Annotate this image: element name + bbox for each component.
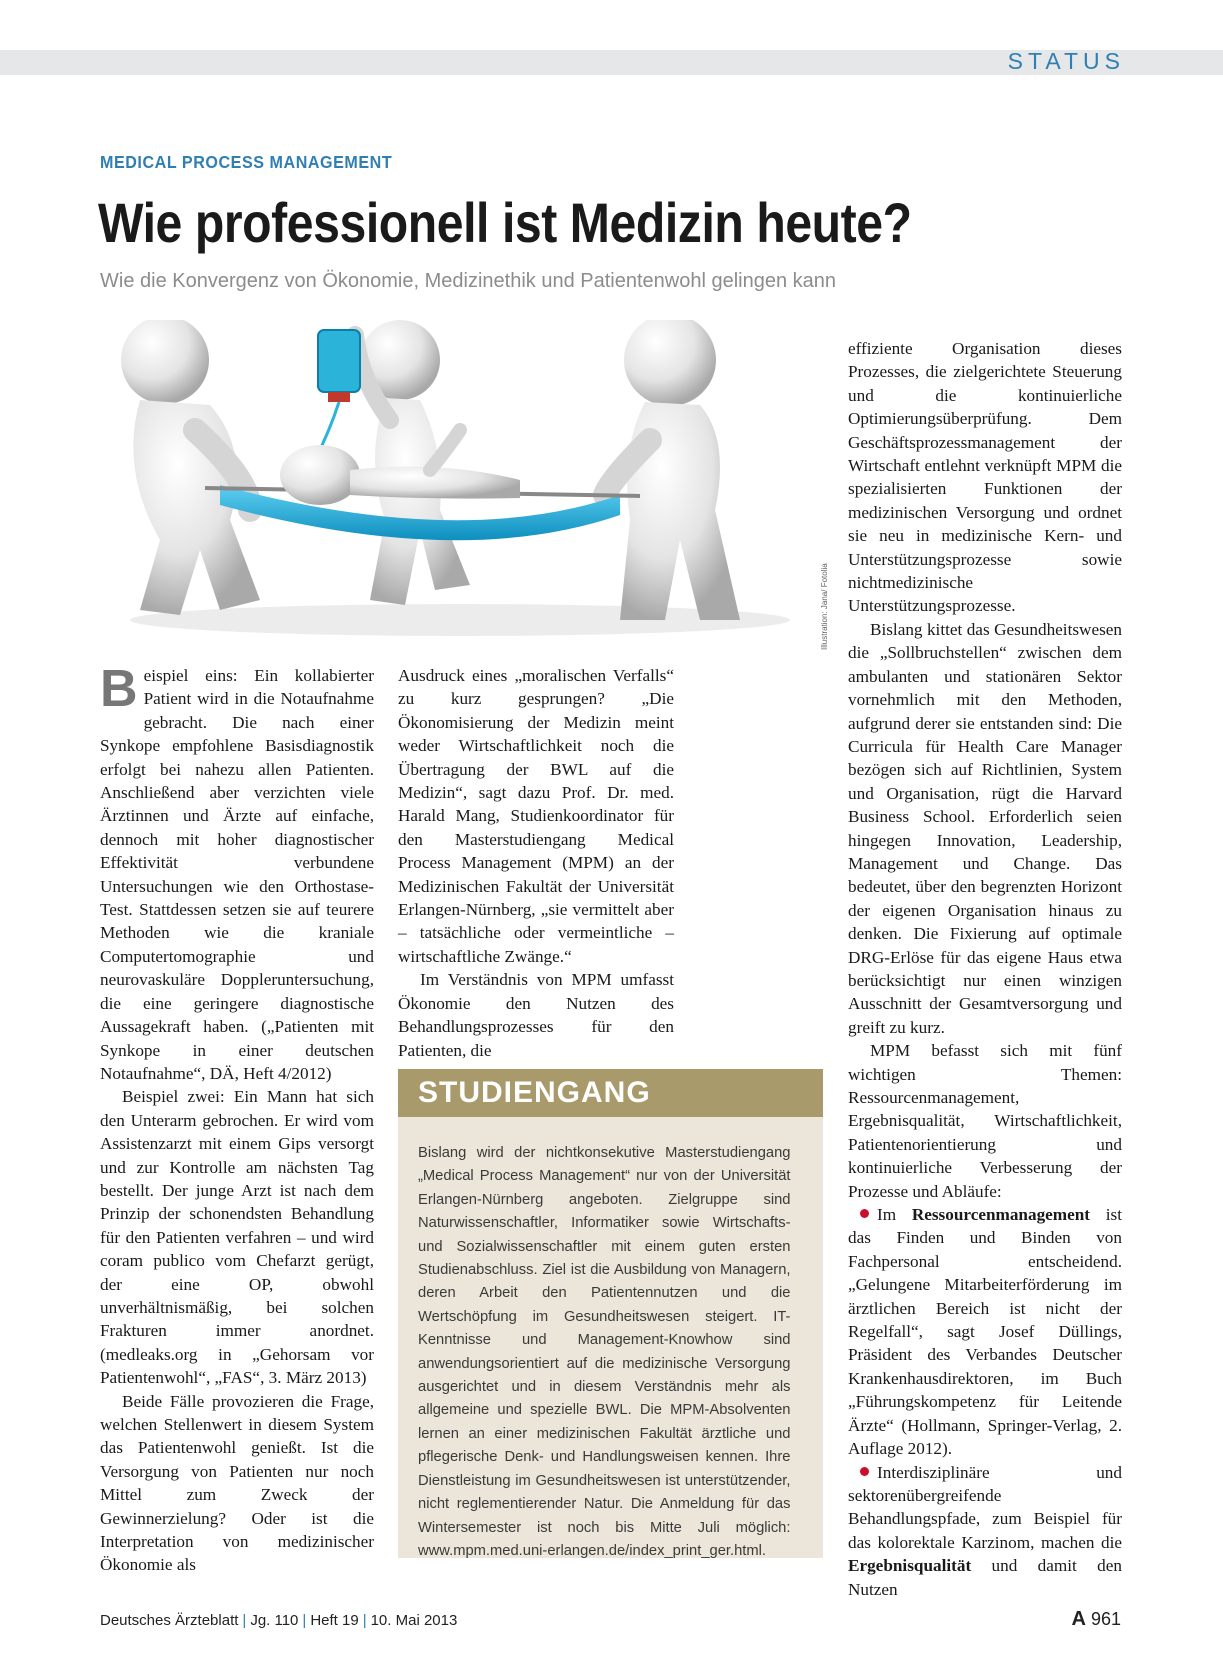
article-kicker: MEDICAL PROCESS MANAGEMENT — [100, 152, 393, 172]
page-number — [1071, 1608, 1121, 1631]
bullet-item — [848, 1203, 1122, 1460]
issue: Heft 19 — [310, 1612, 359, 1629]
article-title: Wie professionell ist Medizin heute? — [98, 191, 912, 254]
journal-name: Deutsches Ärzteblatt — [100, 1612, 239, 1629]
column-1 — [100, 660, 374, 1577]
bullet-bold: Ressourcenmanagement — [911, 1205, 1091, 1225]
paragraph: Beispiel zwei: Ein Mann hat sich den Unterarm gebrochen. Er wird vom Assistenzarzt mit einem Gips versorgt und zur Kontrolle am nächsten Tag bestellt. Der junge Arzt ist nach dem Prinzip der schonendsten Behandlung für den Patienten verfahren – und wird coram publico vom Chefarzt gerügt, der eine OP, obwohl unverhältnismäßig, bei solchen Frakturen immer anordnet. (medleaks.org in „Gehorsam vor Patientenwohl“, „FAS“, 3. März 2013) — [100, 1087, 374, 1388]
middle-figure — [355, 320, 470, 605]
stretcher-illustration — [100, 320, 820, 650]
drop-cap: B — [100, 660, 138, 718]
column-2 — [398, 664, 674, 1062]
bullet-text: Interdisziplinäre und sektorenübergreifende Behandlungspfade, zum Beispiel für das kolorektale Karzinom, machen die — [848, 1462, 1122, 1552]
info-box — [398, 1069, 823, 1558]
iv-bag — [315, 330, 360, 460]
page-number-value: 961 — [1090, 1609, 1121, 1629]
column-3 — [848, 337, 1122, 1601]
bullet-text: und damit den Nutzen — [848, 1556, 1122, 1599]
left-figure — [121, 320, 260, 615]
paragraph: effiziente Organisation dieses Prozesses, die zielgerichtete Steuerung und die kontinuierliche Optimierungsüberprüfung. Dem Geschäftsprozessmanagement der Wirtschaft entlehnt verknüpft MPM die spezialisierten Funktionen der medizinischen Versorgung und ordnet sie neu in medizinische Kern- und Unterstützungsprozesse sowie nichtmedizinische Unterstützungsprozesse. — [848, 339, 1122, 616]
paragraph: Bislang kittet das Gesundheitswesen die „Sollbruchstellen“ zwischen dem ambulanten und stationären Sektor vornehmlich mit den Methoden, aufgrund derer sie entstanden sind: Die Curricula für Health Care Manager bezögen sich auf Richtlinien, System und Organisation, rügt die Harvard Business School. Erforderlich seien hingegen Innovation, Leadership, Management und Change. Das bedeutet, über den begrenzten Horizont der eigenen Organisation hinaus zu denken. Die Fixierung auf optimale DRG-Erlöse für das eigene Haus etwa berücksichtigt nur einen winzigen Ausschnitt der Gesamtversorgung und greift zu kurz. — [848, 619, 1122, 1037]
right-figure — [605, 320, 740, 620]
paragraph — [100, 660, 374, 1085]
page-prefix: A — [1071, 1608, 1086, 1630]
section-label: STATUS — [1007, 48, 1125, 74]
paragraph: MPM befasst sich mit fünf wichtigen Themen: Ressourcenmanagement, Ergebnisqualität, Wirtschaftlichkeit, Patientenorientierung und kontinuierliche Verbesserung der Prozesse und Abläufe: — [848, 1041, 1122, 1201]
bullet-text: Im — [877, 1205, 912, 1225]
bullet-icon — [860, 1209, 869, 1218]
volume: Jg. 110 — [250, 1612, 299, 1629]
info-box-title: STUDIENGANG — [398, 1069, 823, 1117]
date: 10. Mai 2013 — [370, 1612, 458, 1629]
paragraph-text: eispiel eins: Ein kollabierter Patient wird in die Notaufnahme gebracht. Die nach einer Synkope empfohlene Basisdiagnostik erfolgt bei nahezu allen Patienten. Anschließend aber verzichten viele Ärztinnen und Ärzte auf einfache, dennoch mit hoher diagnostischer Effektivität verbundene Untersuchungen wie den Orthostase-Test. Stattdessen setzen sie auf teurere Methoden wie die kraniale Computertomographie und neurovaskuläre Doppleruntersuchung, die eine geringere diagnostische Aussagekraft haben. („Patienten mit Synkope in einer deutschen Notaufnahme“, DÄ, Heft 4/2012) — [100, 666, 374, 1083]
image-credit: Illustration: Jana/ Fotolia — [820, 563, 829, 650]
article-subtitle: Wie die Konvergenz von Ökonomie, Medizinethik und Patientenwohl gelingen kann — [100, 270, 837, 292]
paragraph: Im Verständnis von MPM umfasst Ökonomie den Nutzen des Behandlungsprozesses für den Patienten, die — [398, 970, 674, 1060]
bullet-item — [848, 1461, 1122, 1601]
footer-citation: Deutsches Ärzteblatt | Jg. 110 | Heft 19 | 10. Mai 2013 — [100, 1612, 458, 1629]
bullet-text: ist das Finden und Binden von Fachpersonal entscheidend. „Gelungene Mitarbeiterförderung im ärztlichen Bereich ist nicht der Regelfall“, sagt Josef Düllings, Präsident des Verbandes Deutscher Krankenhausdirektoren, im Buch „Führungskompetenz für Leitende Ärzte“ (Hollmann, Springer-Verlag, 2. Auflage 2012). — [848, 1205, 1122, 1459]
bullet-bold: Ergebnisqualität — [848, 1556, 972, 1576]
paragraph: Ausdruck eines „moralischen Verfalls“ zu kurz gesprungen? „Die Ökonomisierung der Medizin meint weder Wirtschaftlichkeit noch die Übertragung der BWL auf die Medizin“, sagt dazu Prof. Dr. med. Harald Mang, Studienkoordinator für den Masterstudiengang Medical Process Management (MPM) an der Medizinischen Fakultät der Universität Erlangen-Nürnberg, „sie vermittelt aber – tatsächliche oder vermeintliche – wirtschaftliche Zwänge.“ — [398, 666, 674, 966]
info-box-text: Bislang wird der nichtkonsekutive Masterstudiengang „Medical Process Management“ nur von der Universität Erlangen-Nürnberg angeboten. Zielgruppe sind Naturwissenschaftler, Informatiker sowie Wirtschafts- und Sozialwissenschaftler mit einem guten ersten Studienabschluss. Ziel ist die Ausbildung von Managern, deren Arbeit den Patientennutzen und die Wertschöpfung im Gesundheitswesen steigert. IT-Kenntnisse und Management-Knowhow sind anwendungsorientiert auf die medizinische Versorgung ausgerichtet und in diesem Verständnis mehr als allgemeine und spezielle BWL. Die MPM-Absolventen lernen an einer medizinischen Fakultät ärztliche und pflegerische Denk- und Handlungsweisen kennen. Ihre Dienstleistung im Gesundheitswesen ist unterstützender, nicht reglementierender Natur. Die Anmeldung für das Wintersemester ist noch bis Mitte Juli möglich: www.mpm.med.uni-erlangen.de/index_print_ger.html. — [418, 1144, 791, 1559]
bullet-icon — [860, 1467, 869, 1476]
paragraph: Beide Fälle provozieren die Frage, welchen Stellenwert in diesem System das Patientenwohl genießt. Ist die Versorgung von Patienten nur noch Mittel zum Zweck der Gewinnerzielung? Oder ist die Interpretation von medizinischer Ökonomie als — [100, 1391, 374, 1575]
